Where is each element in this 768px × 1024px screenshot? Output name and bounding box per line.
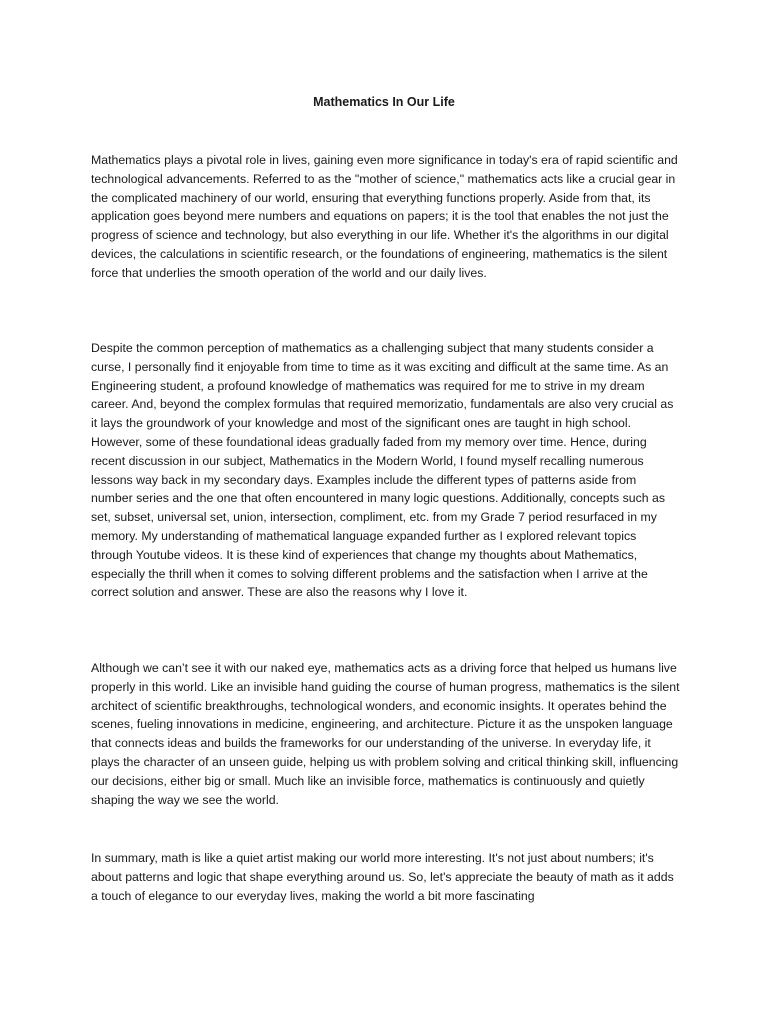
document-title: Mathematics In Our Life xyxy=(313,95,455,109)
paragraph-intro: Mathematics plays a pivotal role in lives, gaining even more significance in today's era of rapid scientific and technological advancements. Referred to as the "mother of science," mathematics acts like a crucial gear in the complicated machinery of our world, ensuring that everything functions properly. Aside from that, its application goes beyond mere numbers and equations on papers; it is the tool that enables the not just the progress of science and technology, but also everything in our life. Whether it's the algorithms in our digital devices, the calculations in scientific research, or the foundations of engineering, mathematics is the silent force that underlies the smooth operation of the world and our daily lives. xyxy=(91,153,678,280)
paragraph-driving-force: Although we can’t see it with our naked eye, mathematics acts as a driving force that helped us humans live properly in this world. Like an invisible hand guiding the course of human progress, mathematics is the silent architect of scientific breakthroughs, technological wonders, and economic insights. It operates behind the scenes, fueling innovations in medicine, engineering, and architecture. Picture it as the unspoken language that connects ideas and builds the frameworks for our understanding of the universe. In everyday life, it plays the character of an unseen guide, helping us with problem solving and critical thinking skill, influencing our decisions, either big or small. Much like an invisible force, mathematics is continuously and quietly shaping the way we see the world. xyxy=(91,661,680,807)
paragraph-summary: In summary, math is like a quiet artist making our world more interesting. It's not just about numbers; it's about patterns and logic that shape everything around us. So, let's appreciate the beauty of math as it adds a touch of elegance to our everyday lives, making the world a bit more fascinating xyxy=(91,851,674,903)
paragraph-personal-experience: Despite the common perception of mathematics as a challenging subject that many students consider a curse, I personally find it enjoyable from time to time as it was exciting and difficult at the same time. As an Engineering student, a profound knowledge of mathematics was required for me to strive in my dream career. And, beyond the complex formulas that required memorizatio, fundamentals are also very crucial as it lays the groundwork of your knowledge and most of the significant ones are taught in high school. However, some of these foundational ideas gradually faded from my memory over time. Hence, during recent discussion in our subject, Mathematics in the Modern World, I found myself recalling numerous lessons way back in my secondary days. Examples include the different types of patterns aside from number series and the one that often encountered in many logic questions. Additionally, concepts such as set, subset, universal set, union, intersection, compliment, etc. from my Grade 7 period resurfaced in my memory. My understanding of mathematical language expanded further as I explored relevant topics through Youtube videos. It is these kind of experiences that change my thoughts about Mathematics, especially the thrill when it comes to solving different problems and the satisfaction when I arrive at the correct solution and answer. These are also the reasons why I love it. xyxy=(91,341,674,600)
